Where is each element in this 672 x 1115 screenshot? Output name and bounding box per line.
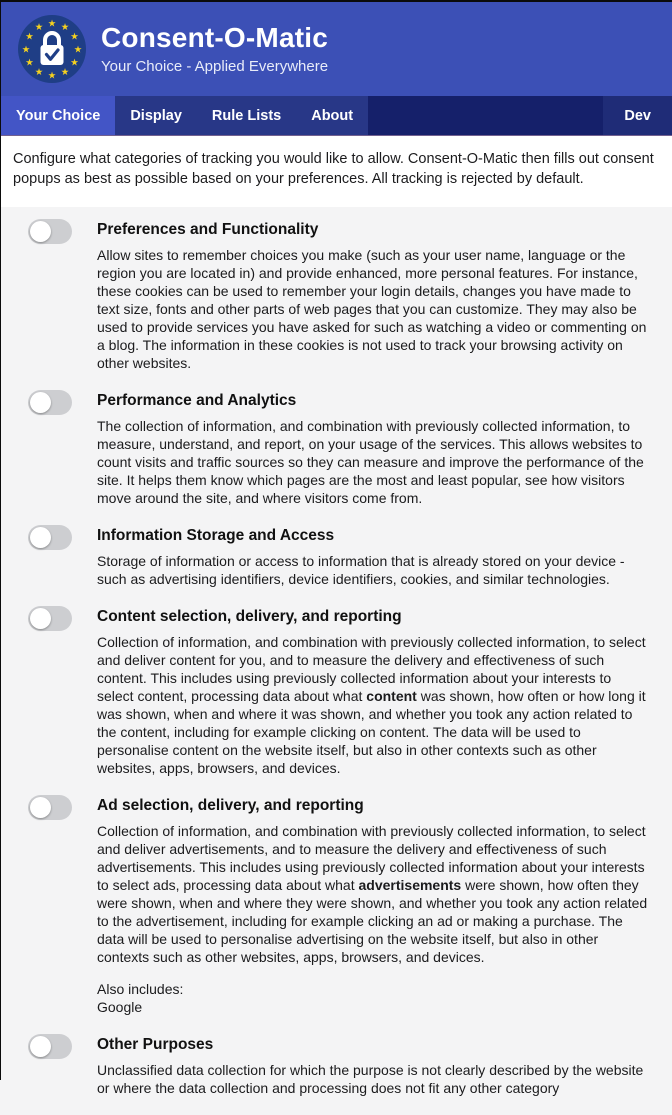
category-section-preferences-and-functionality	[1, 219, 672, 372]
toggle-information-storage-and-access[interactable]	[28, 525, 72, 550]
section-description: Collection of information, and combination with previously collected information, to select and deliver content for you, and to measure the delivery and effectiveness of such content. This includes using previously collected information about your interests to select content, processing data about what content was shown, how often or how long it was shown, when and where it was shown, and whether you took any action related to the content, including for example clicking on content. The data will be used to personalise content on the website itself, but also in other contexts such as other websites, apps, browsers, and devices.	[97, 634, 646, 777]
tab-about[interactable]: About	[311, 107, 354, 124]
svg-text:★: ★	[70, 31, 79, 43]
tab-your-choice[interactable]: Your Choice	[1, 96, 115, 135]
section-description: Collection of information, and combination with previously collected information, to select and deliver advertisements, and to measure the delivery and effectiveness of such advertisements. This includes using previously collected information about your interests to select ads, processing data about what advertisements were shown, how often they were shown, when and where they were shown, and whether you took any action related to the advertisement, including for example clicking an ad or making a purchase. The data will be used to personalise advertising on the website itself, but also in other contexts such as other websites, apps, browsers, and devices.	[97, 823, 648, 966]
also-includes-item-google: Google	[97, 999, 143, 1016]
category-section-information-storage-and-access	[1, 525, 672, 588]
also-includes	[97, 980, 648, 1016]
category-section-other-purposes	[1, 1034, 672, 1097]
toggle-ad-selection-delivery-and-reporting[interactable]	[28, 795, 72, 820]
section-title: Other Purposes	[97, 1036, 214, 1054]
intro-text: Configure what categories of tracking you would like to allow. Consent-O-Matic then fills out consent popups as best as possible based on your preferences. All tracking is rejected by default.	[1, 136, 672, 207]
app-subtitle: Your Choice - Applied Everywhere	[101, 58, 329, 76]
category-section-content-selection-delivery-and-reporting	[1, 606, 672, 777]
nav-bar	[1, 96, 672, 136]
svg-text:★: ★	[70, 57, 79, 69]
svg-text:★: ★	[34, 67, 44, 78]
also-includes-label: Also includes:	[97, 981, 184, 998]
section-title: Performance and Analytics	[97, 392, 297, 410]
svg-text:★: ★	[21, 44, 31, 56]
tab-rule-lists[interactable]: Rule Lists	[211, 107, 282, 124]
section-title: Ad selection, delivery, and reporting	[97, 797, 364, 815]
category-section-ad-selection-delivery-and-reporting	[1, 795, 672, 1016]
toggle-preferences-and-functionality[interactable]	[28, 219, 72, 244]
section-title: Preferences and Functionality	[97, 221, 319, 238]
svg-text:★: ★	[60, 22, 70, 33]
tab-display[interactable]: Display	[130, 107, 182, 124]
svg-text:★: ★	[47, 70, 57, 82]
section-title: Information Storage and Access	[97, 527, 335, 545]
section-description: Allow sites to remember choices you make (such as your user name, language or the region you are located in) and provide enhanced, more personal features. For instance, these cookies can be used to remember your login details, changes you have made to text size, fonts and other parts of web pages that you can customize. They may also be used to provide services you have asked for such as watching a video or commenting on a blog. The information in these cookies is not used to track your browsing activity on other websites.	[97, 247, 647, 372]
eu-stars-lock-icon	[17, 14, 87, 84]
toggle-knob	[30, 392, 51, 413]
svg-text:★: ★	[60, 67, 70, 78]
svg-text:★: ★	[34, 22, 44, 33]
toggle-knob	[30, 608, 51, 629]
nav-tabs	[1, 96, 368, 135]
svg-text:★: ★	[25, 31, 34, 43]
toggle-knob	[30, 1036, 51, 1057]
header	[1, 2, 672, 96]
app-title: Consent-O-Matic	[101, 21, 328, 53]
svg-text:★: ★	[47, 18, 57, 30]
toggle-performance-and-analytics[interactable]	[28, 390, 72, 415]
tab-dev[interactable]: Dev	[603, 96, 672, 135]
section-description: The collection of information, and combination with previously collected information, to measure, understand, and report, on your usage of the services. This allows websites to count visits and traffic sources so they can measure and improve the performance of the site. It helps them know which pages are the most and least popular, see how visitors move around the site, and where visitors come from.	[97, 418, 644, 507]
svg-text:★: ★	[73, 44, 83, 56]
toggle-knob	[30, 797, 51, 818]
toggle-content-selection-delivery-and-reporting[interactable]	[28, 606, 72, 631]
nav-spacer	[368, 96, 603, 135]
toggle-knob	[30, 221, 51, 242]
category-list	[1, 207, 672, 1115]
svg-text:★: ★	[25, 57, 34, 69]
section-description: Storage of information or access to information that is already stored on your device - such as advertising identifiers, device identifiers, cookies, and similar technologies.	[97, 553, 625, 588]
category-section-performance-and-analytics	[1, 390, 672, 507]
section-title: Content selection, delivery, and reporting	[97, 608, 402, 626]
toggle-knob	[30, 527, 51, 548]
toggle-other-purposes[interactable]	[28, 1034, 72, 1059]
section-description: Unclassified data collection for which the purpose is not clearly described by the website or where the data collection and processing does not fit any other category	[97, 1062, 644, 1097]
